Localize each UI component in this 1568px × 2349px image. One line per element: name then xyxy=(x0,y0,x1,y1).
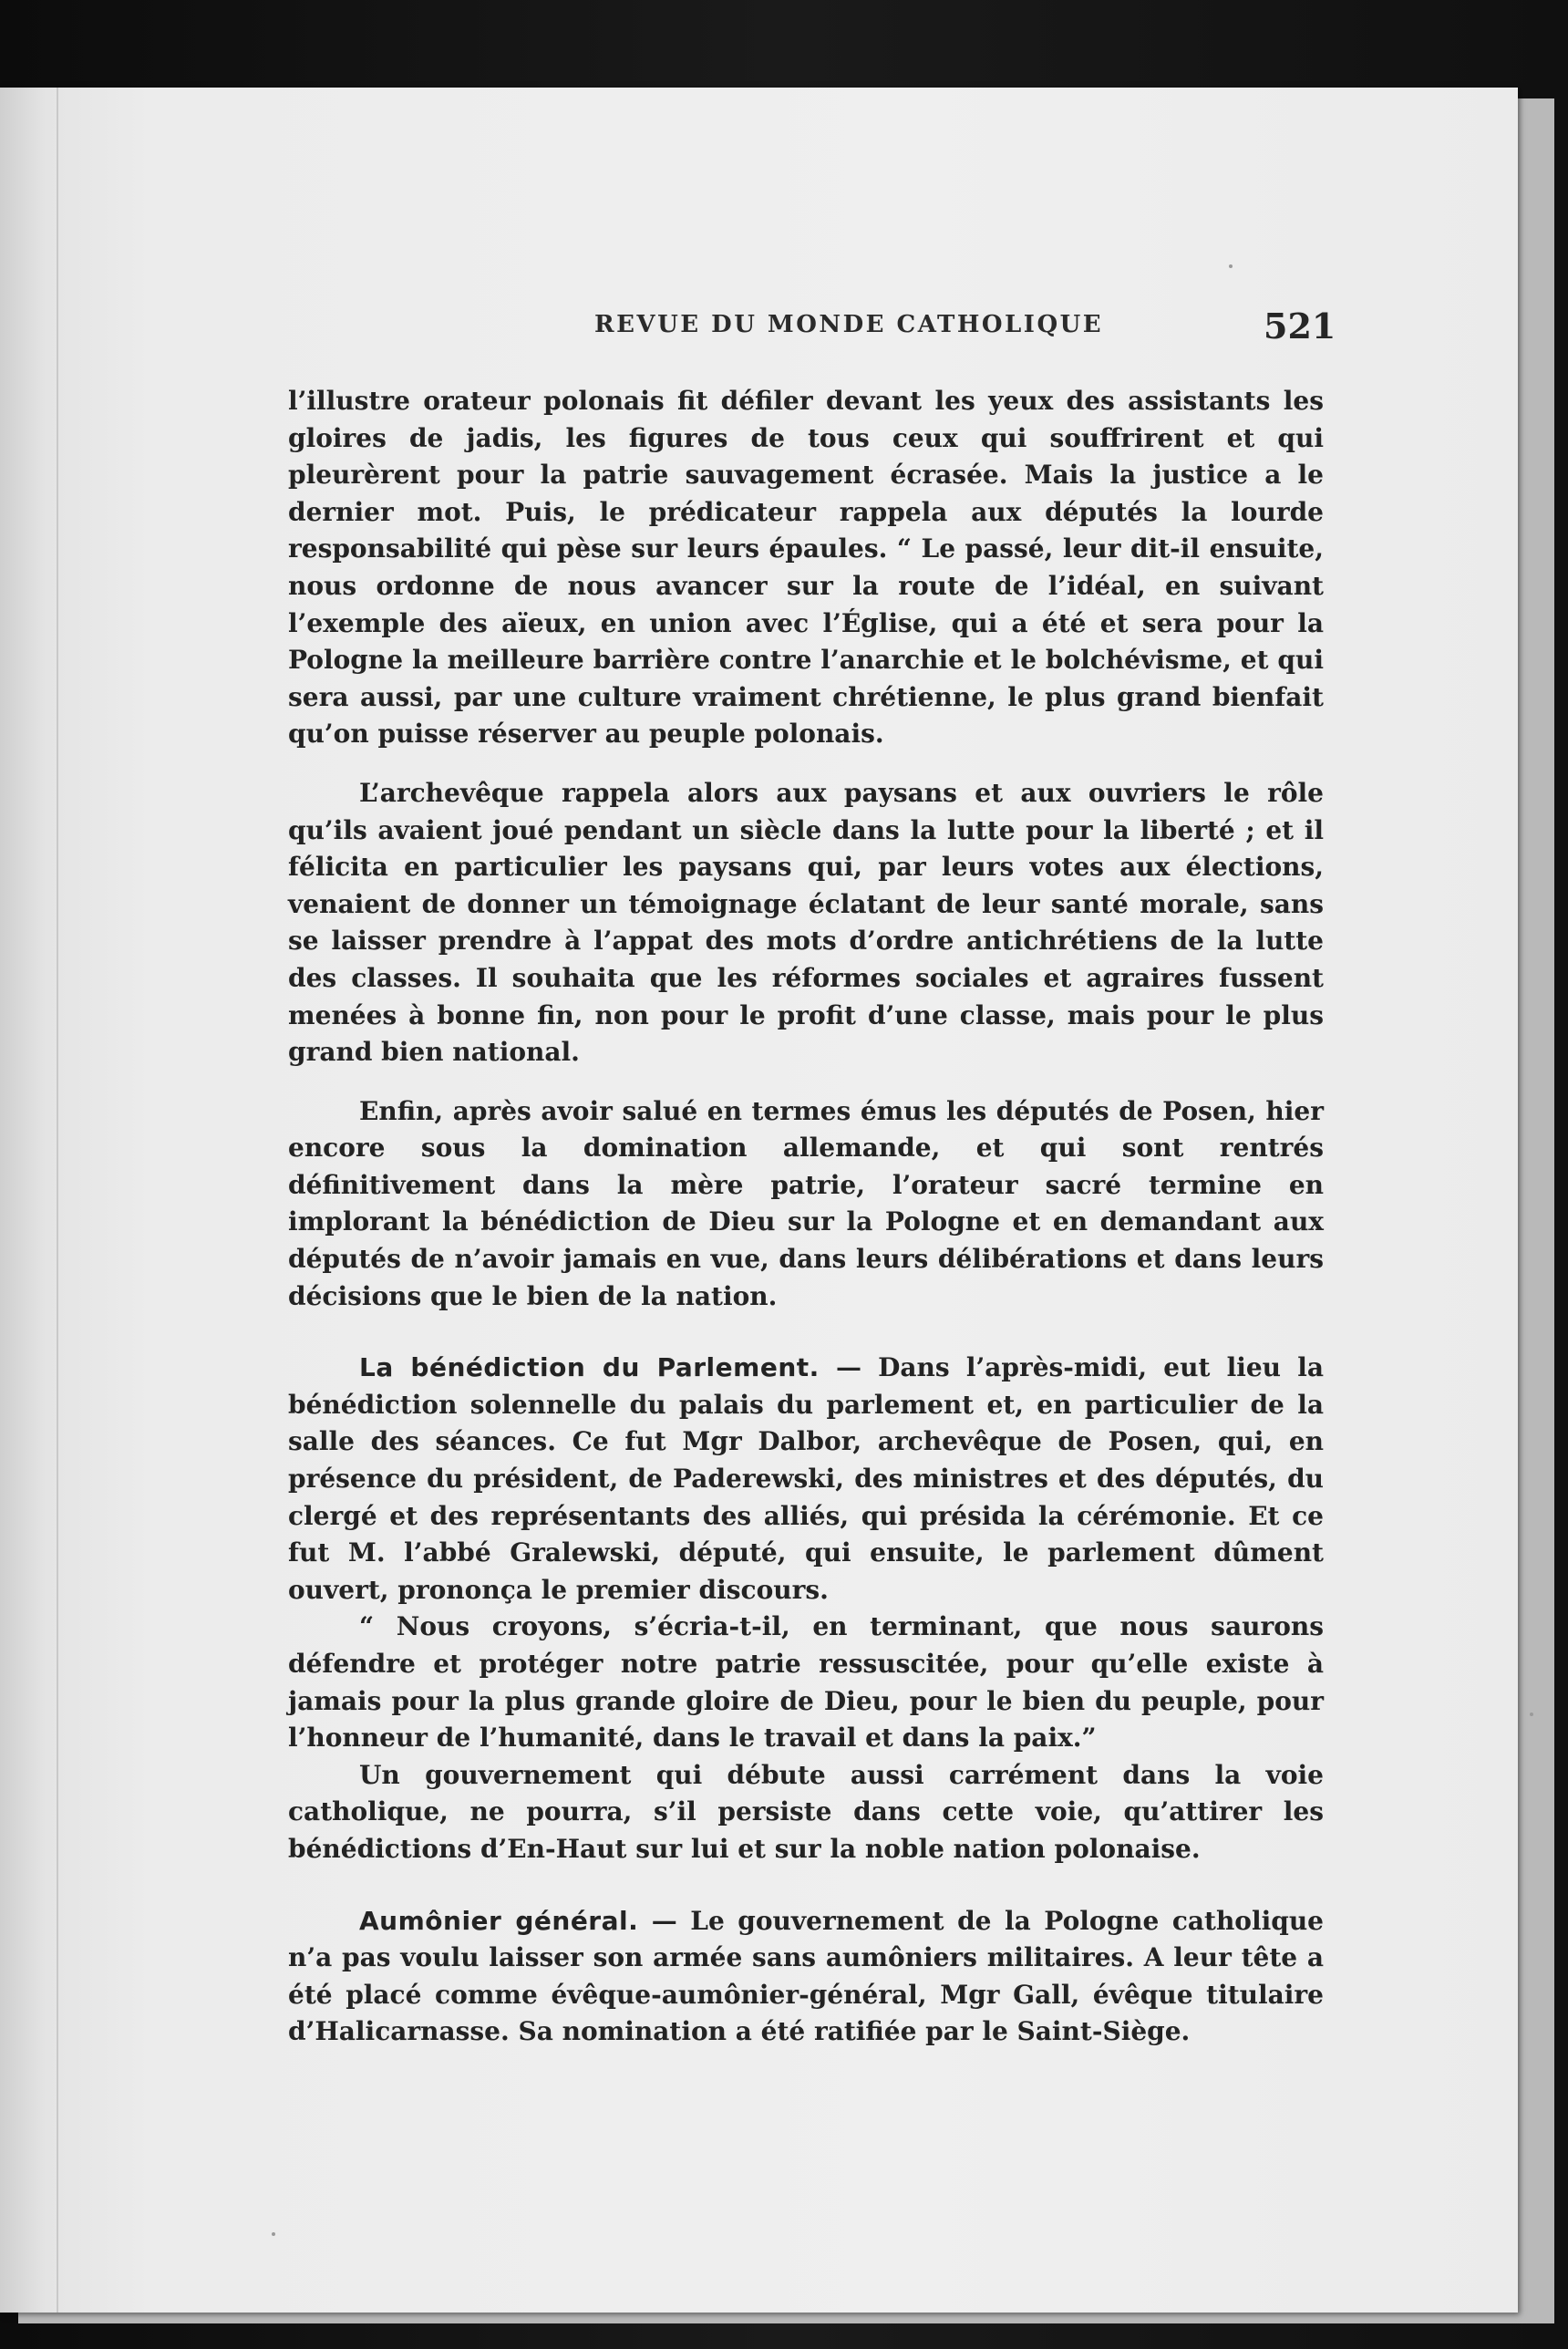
paragraph xyxy=(288,383,1324,753)
journal-title: REVUE DU MONDE CATHOLIQUE xyxy=(594,311,1104,338)
section-paragraph xyxy=(288,1903,1324,2051)
paragraph-text: l’illustre orateur polonais fit défiler devant les yeux des assistants les gloires de jadis, les figures de tous ceux qui souffrirent et qui pleurèrent pour la patrie sauvagement écrasée. Mais la justice a le dernier mot. Puis, le prédicateur rappela aux députés la lourde responsabilité qui pèse sur leurs épaules. “ Le passé, leur dit-il ensuite, nous ordonne de nous avancer sur la route de l’idéal, en suivant l’exemple des aïeux, en union avec l’Église, qui a été et sera pour la Pologne la meilleure barrière contre l’anarchie et le bolchévisme, et qui sera aussi, par une culture vraiment chrétienne, le plus grand bienfait qu’on puisse réserver au peuple polonais. xyxy=(288,386,1324,750)
page-number: 521 xyxy=(1264,305,1336,347)
section-heading: Aumônier général. xyxy=(359,1905,639,1936)
quote-paragraph xyxy=(288,1609,1324,1756)
paragraph xyxy=(288,1093,1324,1316)
running-header xyxy=(0,305,1336,347)
section-heading: La bénédiction du Parlement. xyxy=(359,1352,820,1383)
section-paragraph xyxy=(288,1350,1324,1609)
paragraph-text: Enfin, après avoir salué en termes émus les députés de Posen, hier encore sous la domination allemande, et qui sont rentrés définitivement dans la mère patrie, l’orateur sacré termine en implorant la bénédiction de Dieu sur la Pologne et en demandant aux députés de n’avoir jamais en vue, dans leurs délibérations et dans leurs décisions que le bien de la nation. xyxy=(288,1095,1324,1311)
article-body xyxy=(288,383,1324,2051)
paragraph-text: Un gouvernement qui débute aussi carrément dans la voie catholique, ne pourra, s’il persiste dans cette voie, qu’attirer les bénédictions d’En-Haut sur lui et sur la noble nation polonaise. xyxy=(288,1759,1324,1864)
page-fold-line xyxy=(57,88,58,2313)
paragraph-text: L’archevêque rappela alors aux paysans et aux ouvriers le rôle qu’ils avaient joué pendant un siècle dans la lutte pour la liberté ; et il félicita en particulier les paysans qui, par leurs votes aux élections, venaient de donner un témoignage éclatant de leur santé morale, sans se laisser prendre à l’appat des mots d’ordre antichrétiens de la lutte des classes. Il souhaita que les réformes sociales et agraires fussent menées à bonne fin, non pour le profit d’une classe, mais pour le plus grand bien national. xyxy=(288,777,1324,1068)
scan-speck xyxy=(1530,1713,1533,1716)
paragraph-text: “ Nous croyons, s’écria-t-il, en terminant, que nous saurons défendre et protéger notre patrie ressuscitée, pour qu’elle existe à jamais pour la plus grande gloire de Dieu, pour le bien du peuple, pour l’honneur de l’humanité, dans le travail et dans la paix.” xyxy=(288,1611,1324,1754)
scan-speck xyxy=(1229,264,1233,268)
paragraph-text: — Le gouvernement de la Pologne catholique n’a pas voulu laisser son armée sans aumôniers militaires. A leur tête a été placé comme évêque-aumônier-général, Mgr Gall, évêque titulaire d’Halicarnasse. Sa nomination a été ratifiée par le Saint-Siège. xyxy=(288,1905,1324,2047)
paragraph xyxy=(288,775,1324,1071)
paragraph-text: — Dans l’après-midi, eut lieu la bénédiction solennelle du palais du parlement et, en particulier de la salle des séances. Ce fut Mgr Dalbor, archevêque de Posen, qui, en présence du président, de Paderewski, des ministres et des députés, du clergé et des représentants des alliés, qui présida la cérémonie. Et ce fut M. l’abbé Gralewski, député, qui ensuite, le parlement dûment ouvert, prononça le premier discours. xyxy=(288,1352,1324,1605)
scan-speck xyxy=(272,2232,275,2236)
paragraph xyxy=(288,1757,1324,1868)
